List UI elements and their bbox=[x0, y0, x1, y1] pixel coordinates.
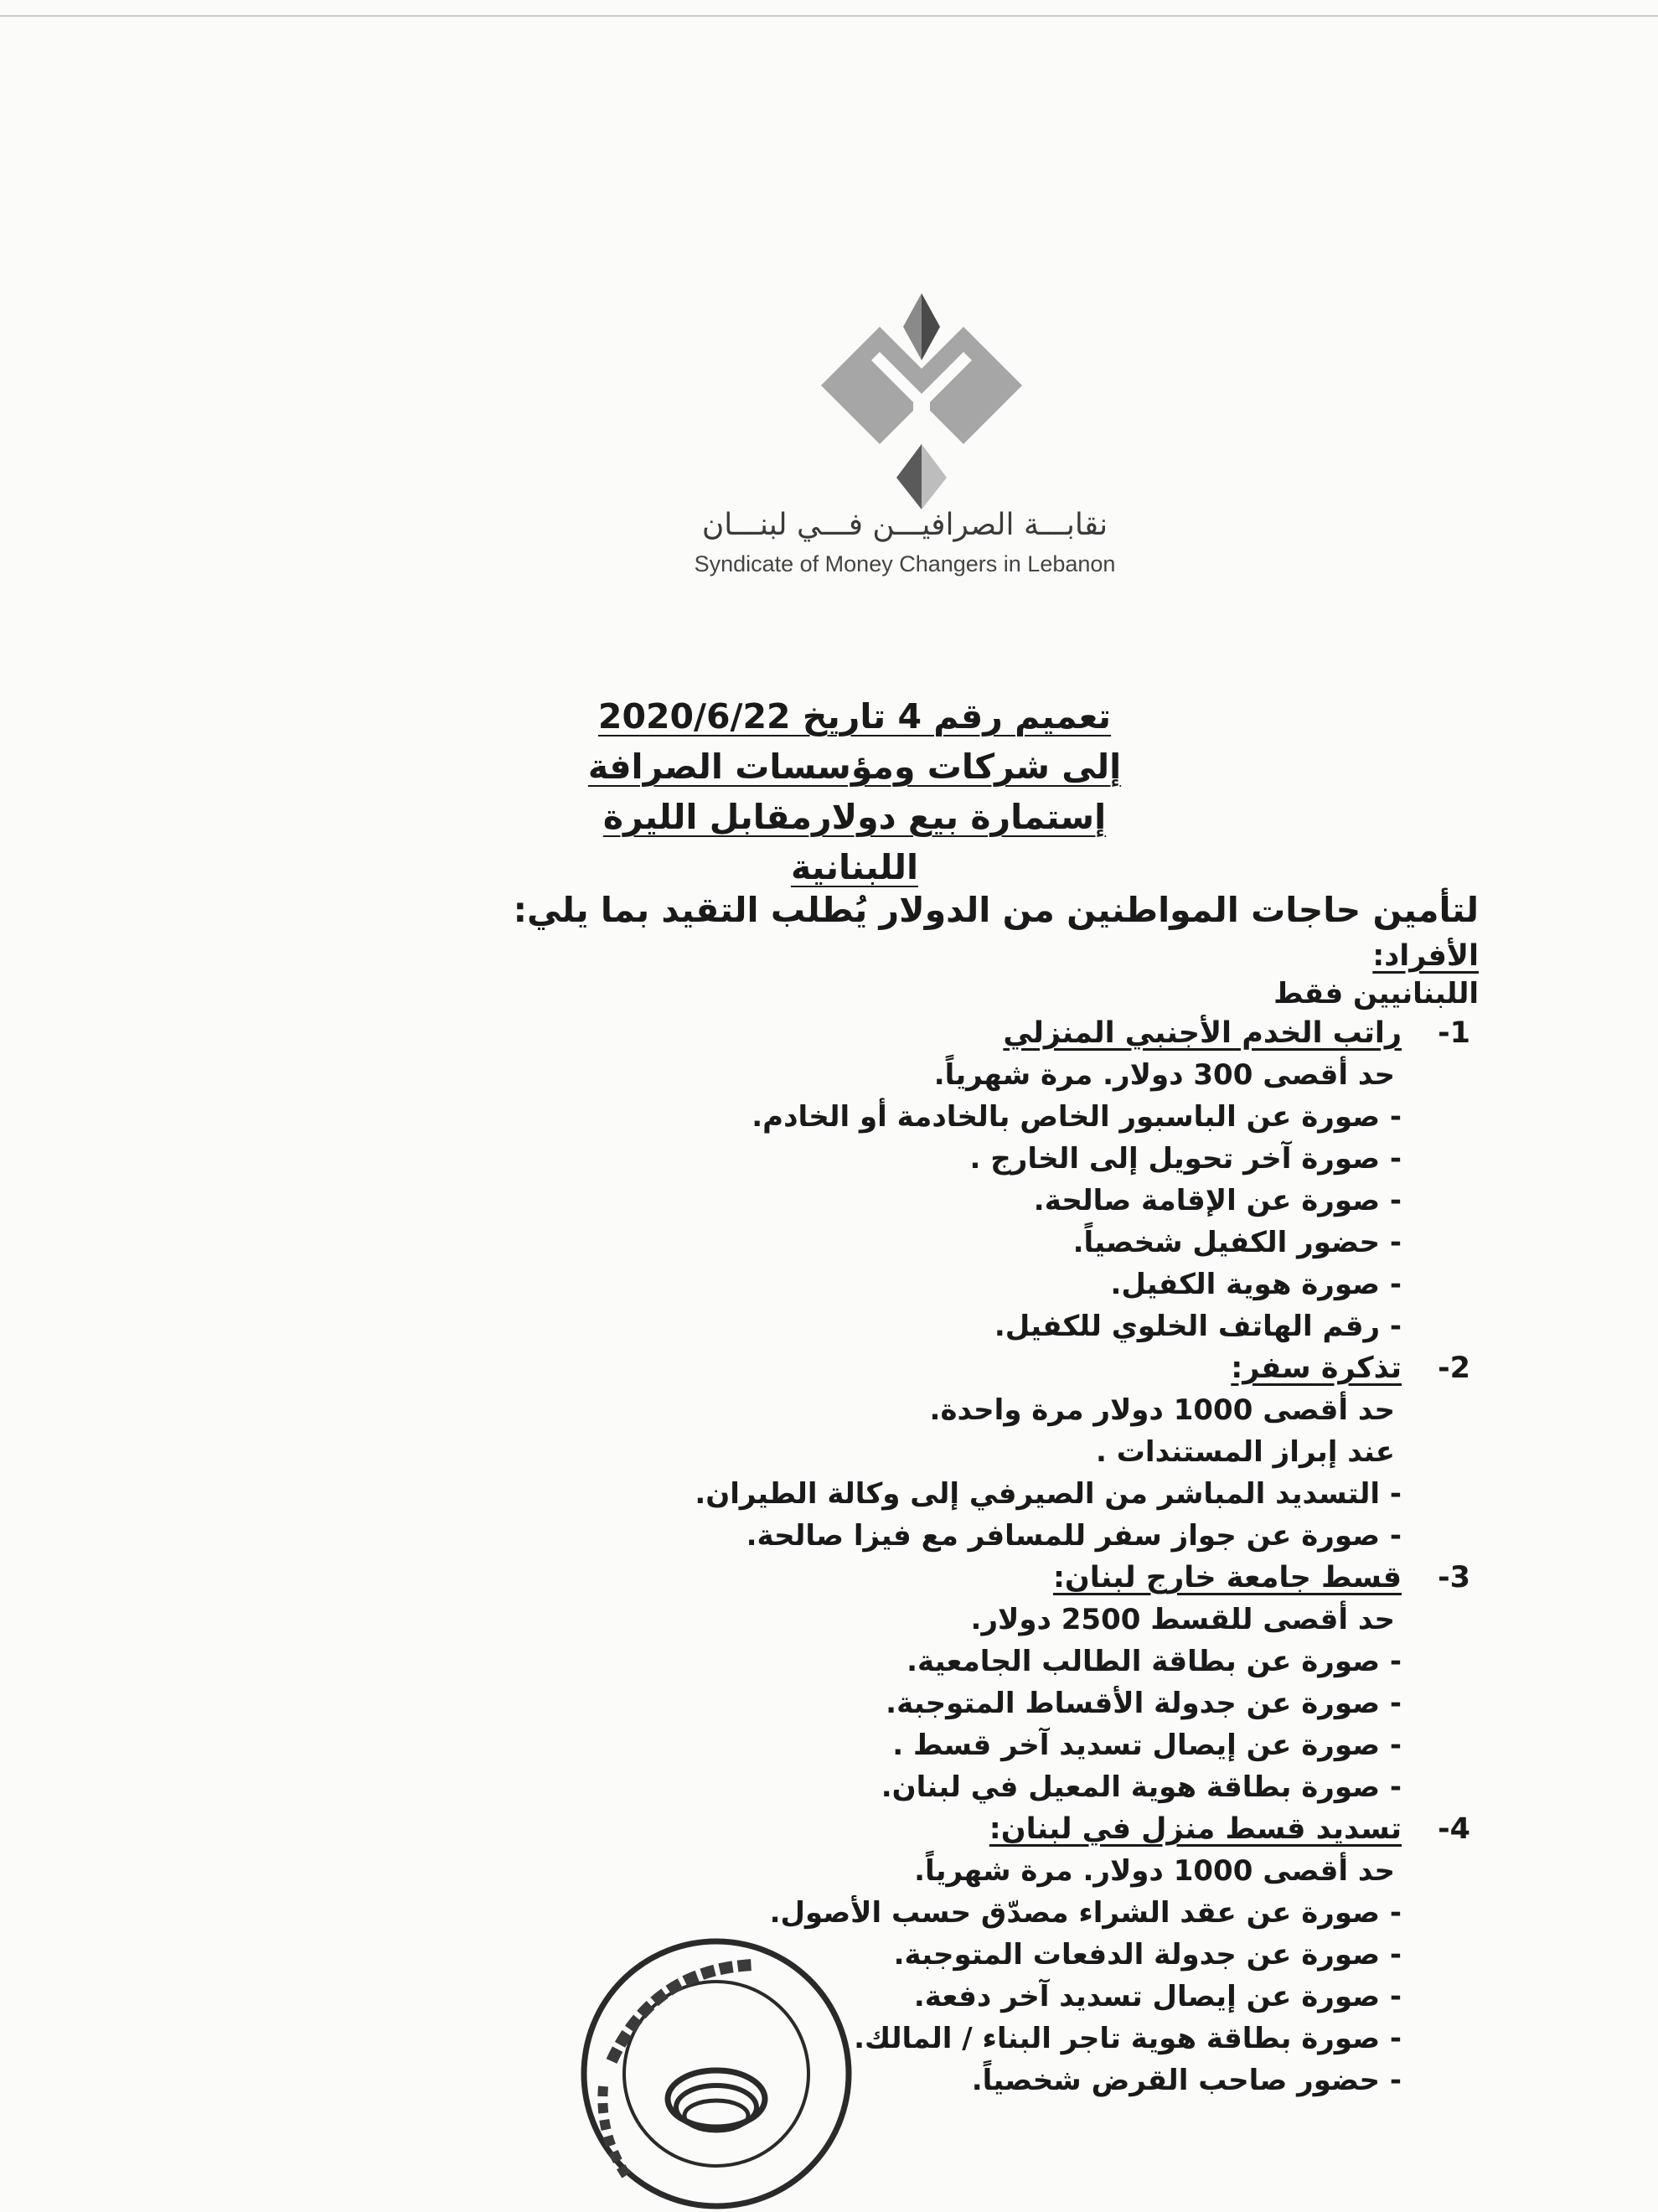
section-limit: حد أقصى للقسط 2500 دولار. bbox=[970, 1603, 1395, 1636]
requirement-item: - صورة عن الباسبور الخاص بالخادمة أو الخادم. bbox=[752, 1100, 1402, 1134]
circular-heading bbox=[570, 691, 1139, 892]
section-2 bbox=[406, 1347, 1479, 1557]
org-name-arabic: نقابـــة الصرافيـــن فـــي لبنـــان bbox=[701, 508, 1108, 542]
section-title bbox=[406, 1347, 1470, 1389]
requirement-item: - حضور الكفيل شخصياً. bbox=[1072, 1226, 1402, 1259]
section-title bbox=[406, 1808, 1470, 1850]
requirement-item: - صورة هوية الكفيل. bbox=[1110, 1268, 1402, 1301]
requirement-item: - صورة عن إيصال تسديد آخر دفعة. bbox=[913, 1980, 1402, 2013]
requirement-item: - صورة عن عقد الشراء مصدّق حسب الأصول. bbox=[769, 1896, 1402, 1930]
requirement-item: - رقم الهاتف الخلوي للكفيل. bbox=[994, 1310, 1402, 1343]
section-3 bbox=[406, 1557, 1479, 1808]
requirement-item: - صورة عن جدولة الأقساط المتوجبة. bbox=[886, 1687, 1402, 1720]
requirement-item: - صورة عن جدولة الدفعات المتوجبة. bbox=[893, 1938, 1402, 1972]
section-title-text: تسديد قسط منزل في لبنان: bbox=[989, 1812, 1402, 1846]
section-title-text: قسط جامعة خارج لبنان: bbox=[1052, 1561, 1402, 1594]
individuals-heading-text: الأفراد: bbox=[1372, 939, 1479, 973]
requirement-item: - صورة آخر تحويل إلى الخارج . bbox=[969, 1142, 1402, 1176]
individuals-heading bbox=[406, 937, 1479, 975]
section-limit: حد أقصى 1000 دولار مرة واحدة. bbox=[929, 1393, 1395, 1427]
section-title bbox=[406, 1557, 1470, 1599]
section-1 bbox=[406, 1012, 1479, 1347]
section-number: 4- bbox=[1438, 1812, 1470, 1846]
section-4 bbox=[406, 1808, 1479, 2101]
scan-top-edge bbox=[0, 15, 1658, 17]
circular-body bbox=[406, 886, 1479, 2101]
requirement-item: - صورة عن الإقامة صالحة. bbox=[1033, 1184, 1402, 1217]
section-title bbox=[406, 1012, 1470, 1054]
circular-recipients: إلى شركات ومؤسسات الصرافة bbox=[587, 747, 1122, 787]
section-number: 1- bbox=[1438, 1016, 1470, 1050]
requirement-item: عند إبراز المستندات . bbox=[1096, 1435, 1395, 1469]
requirement-item: - التسديد المباشر من الصيرفي إلى وكالة الطيران. bbox=[695, 1477, 1402, 1511]
org-name-english: Syndicate of Money Changers in Lebanon bbox=[694, 551, 1116, 576]
section-number: 2- bbox=[1438, 1351, 1470, 1385]
official-stamp-seal bbox=[578, 1936, 855, 2212]
section-title-text: راتب الخدم الأجنبي المنزلي bbox=[1003, 1016, 1402, 1050]
section-limit: حد أقصى 300 دولار. مرة شهرياً. bbox=[933, 1058, 1395, 1092]
syndicate-logo bbox=[804, 293, 1039, 511]
requirement-item: - صورة بطاقة هوية المعيل في لبنان. bbox=[881, 1770, 1402, 1804]
requirement-item: - صورة عن بطاقة الطالب الجامعية. bbox=[906, 1645, 1402, 1678]
requirement-item: - صورة عن جواز سفر للمسافر مع فيزا صالحة. bbox=[746, 1519, 1402, 1553]
circular-subject: إستمارة بيع دولارمقابل الليرة اللبنانية bbox=[602, 797, 1107, 887]
requirement-item: - صورة بطاقة هوية تاجر البناء / المالك. bbox=[854, 2022, 1402, 2055]
lebanese-only-note: اللبنانيين فقط bbox=[1273, 977, 1479, 1010]
section-limit: حد أقصى 1000 دولار. مرة شهرياً. bbox=[914, 1854, 1395, 1888]
intro-text: لتأمين حاجات المواطنين من الدولار يُطلب التقيد بما يلي: bbox=[513, 890, 1479, 930]
requirement-item: - حضور صاحب القرض شخصياً. bbox=[971, 2064, 1402, 2097]
section-number: 3- bbox=[1438, 1561, 1470, 1594]
circular-number-date: تعميم رقم 4 تاريخ 2020/6/22 bbox=[597, 696, 1112, 736]
requirement-item: - صورة عن إيصال تسديد آخر قسط . bbox=[892, 1729, 1402, 1762]
section-title-text: تذكرة سفر: bbox=[1231, 1351, 1402, 1385]
